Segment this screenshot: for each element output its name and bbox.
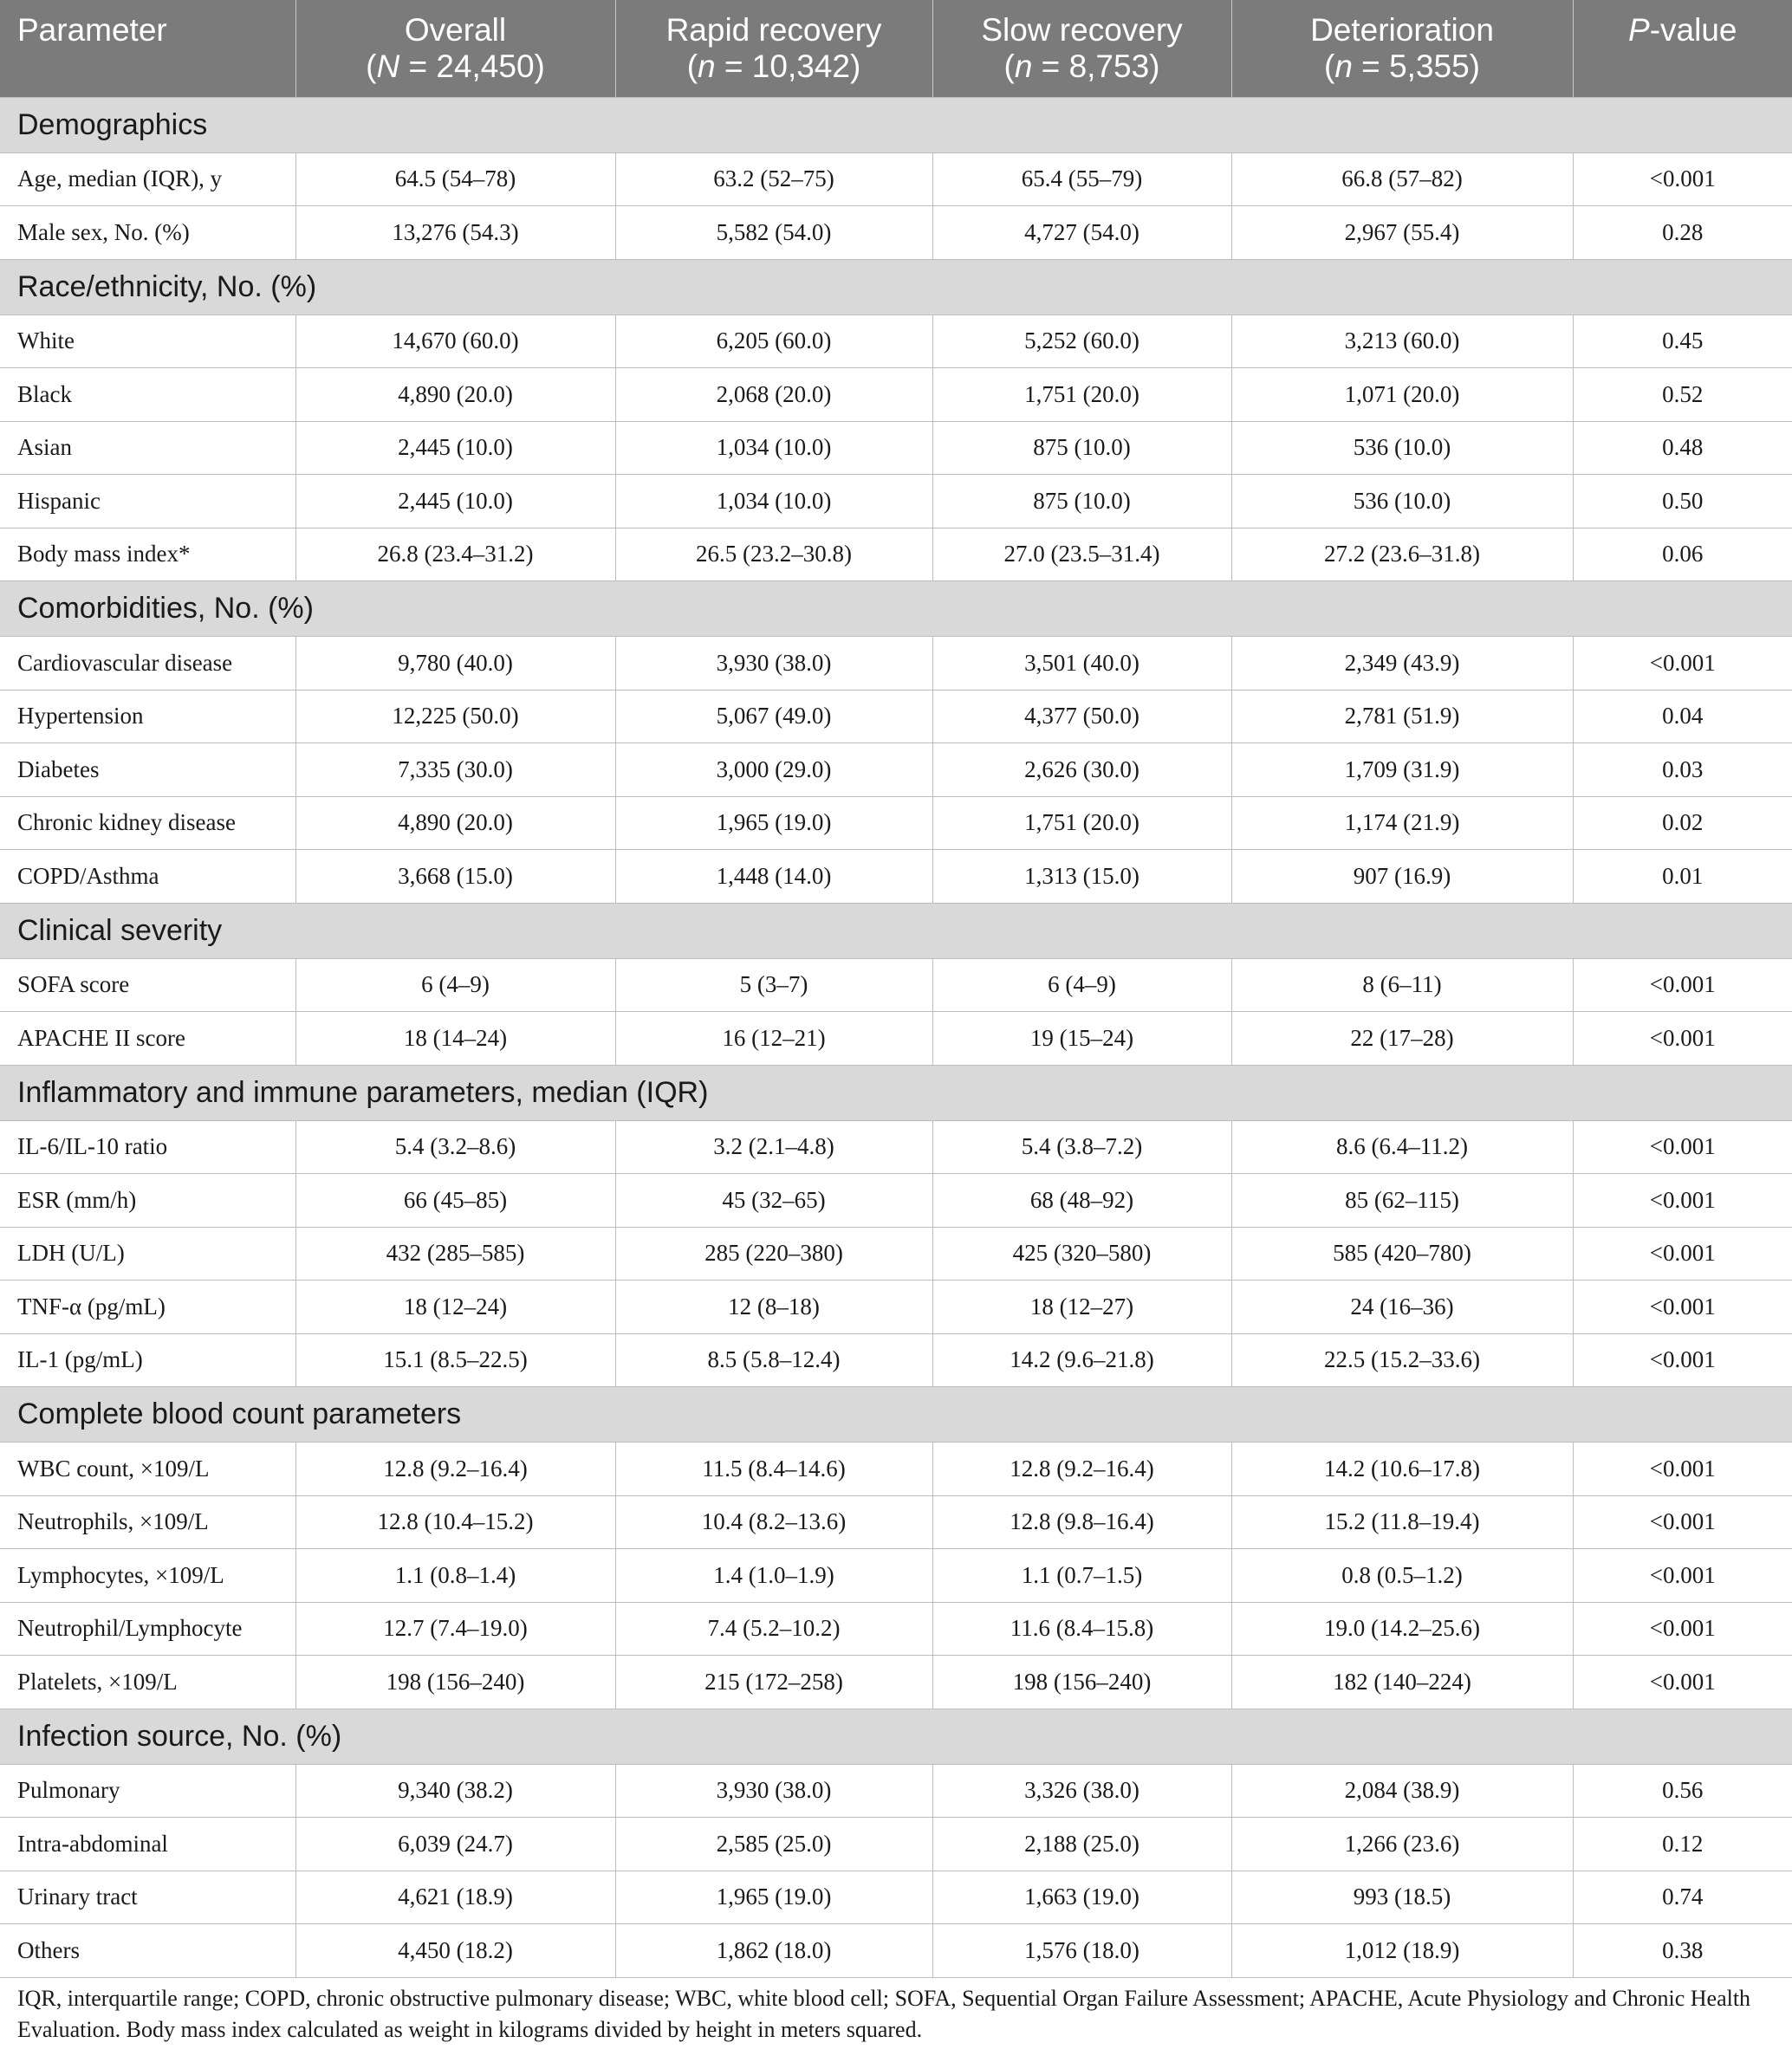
- cell-rapid-recovery: 6,205 (60.0): [615, 314, 932, 368]
- cell-rapid-recovery: 2,068 (20.0): [615, 368, 932, 422]
- cell-slow-recovery: 5.4 (3.8–7.2): [932, 1120, 1231, 1174]
- cell-rapid-recovery: 1,448 (14.0): [615, 850, 932, 904]
- cell-slow-recovery: 875 (10.0): [932, 421, 1231, 475]
- cell-rapid-recovery: 2,585 (25.0): [615, 1818, 932, 1871]
- section-header-row: [0, 259, 1792, 314]
- cell-overall: 4,450 (18.2): [295, 1924, 615, 1978]
- header-label: Deterioration: [1310, 11, 1494, 48]
- cell-overall: 2,445 (10.0): [295, 421, 615, 475]
- cell-p-value: <0.001: [1573, 958, 1792, 1012]
- cell-overall: 4,890 (20.0): [295, 796, 615, 850]
- cell-deterioration: 2,084 (38.9): [1231, 1764, 1573, 1818]
- cell-deterioration: 22.5 (15.2–33.6): [1231, 1333, 1573, 1387]
- cell-parameter: APACHE II score: [0, 1012, 295, 1066]
- cell-slow-recovery: 1,663 (19.0): [932, 1871, 1231, 1924]
- cell-overall: 3,668 (15.0): [295, 850, 615, 904]
- cell-overall: 12.7 (7.4–19.0): [295, 1602, 615, 1656]
- cell-deterioration: 1,012 (18.9): [1231, 1924, 1573, 1978]
- cell-p-value: 0.04: [1573, 690, 1792, 743]
- cell-parameter: Chronic kidney disease: [0, 796, 295, 850]
- cell-overall: 7,335 (30.0): [295, 743, 615, 797]
- cell-deterioration: 907 (16.9): [1231, 850, 1573, 904]
- cell-rapid-recovery: 3,930 (38.0): [615, 637, 932, 691]
- cell-overall: 1.1 (0.8–1.4): [295, 1549, 615, 1603]
- cell-parameter: Male sex, No. (%): [0, 206, 295, 260]
- cell-overall: 64.5 (54–78): [295, 152, 615, 206]
- cell-rapid-recovery: 12 (8–18): [615, 1281, 932, 1334]
- cell-p-value: <0.001: [1573, 1227, 1792, 1281]
- cell-slow-recovery: 11.6 (8.4–15.8): [932, 1602, 1231, 1656]
- cell-p-value: <0.001: [1573, 152, 1792, 206]
- cell-overall: 4,621 (18.9): [295, 1871, 615, 1924]
- table-row: [0, 850, 1792, 904]
- table-row: [0, 206, 1792, 260]
- cell-parameter: Pulmonary: [0, 1764, 295, 1818]
- table-row: [0, 743, 1792, 797]
- table-row: [0, 1227, 1792, 1281]
- header-label: P-value: [1628, 12, 1737, 48]
- cell-deterioration: 24 (16–36): [1231, 1281, 1573, 1334]
- cell-slow-recovery: 4,377 (50.0): [932, 690, 1231, 743]
- cell-overall: 18 (12–24): [295, 1281, 615, 1334]
- table-row: [0, 1120, 1792, 1174]
- cell-p-value: <0.001: [1573, 1174, 1792, 1228]
- cell-slow-recovery: 68 (48–92): [932, 1174, 1231, 1228]
- cell-parameter: Urinary tract: [0, 1871, 295, 1924]
- table-row: [0, 1012, 1792, 1066]
- section-header-row: [0, 1065, 1792, 1120]
- section-title: Inflammatory and immune parameters, median (IQR): [0, 1065, 1792, 1120]
- section-title: Comorbidities, No. (%): [0, 581, 1792, 637]
- cell-p-value: 0.52: [1573, 368, 1792, 422]
- cell-p-value: <0.001: [1573, 1602, 1792, 1656]
- cell-rapid-recovery: 5 (3–7): [615, 958, 932, 1012]
- cell-overall: 12.8 (10.4–15.2): [295, 1495, 615, 1549]
- table-row: [0, 637, 1792, 691]
- table-row: [0, 1174, 1792, 1228]
- cell-slow-recovery: 1,751 (20.0): [932, 368, 1231, 422]
- cell-rapid-recovery: 5,067 (49.0): [615, 690, 932, 743]
- cell-slow-recovery: 1,576 (18.0): [932, 1924, 1231, 1978]
- cell-p-value: <0.001: [1573, 1120, 1792, 1174]
- cell-deterioration: 22 (17–28): [1231, 1012, 1573, 1066]
- cell-deterioration: 2,967 (55.4): [1231, 206, 1573, 260]
- cell-parameter: Hispanic: [0, 475, 295, 528]
- cell-p-value: 0.45: [1573, 314, 1792, 368]
- cell-deterioration: 0.8 (0.5–1.2): [1231, 1549, 1573, 1603]
- cell-parameter: Others: [0, 1924, 295, 1978]
- cell-deterioration: 8 (6–11): [1231, 958, 1573, 1012]
- cell-parameter: Lymphocytes, ×109/L: [0, 1549, 295, 1603]
- cell-rapid-recovery: 26.5 (23.2–30.8): [615, 528, 932, 581]
- section-title: Complete blood count parameters: [0, 1387, 1792, 1443]
- cell-slow-recovery: 425 (320–580): [932, 1227, 1231, 1281]
- cell-rapid-recovery: 215 (172–258): [615, 1656, 932, 1709]
- cell-slow-recovery: 18 (12–27): [932, 1281, 1231, 1334]
- cell-slow-recovery: 19 (15–24): [932, 1012, 1231, 1066]
- cell-overall: 9,780 (40.0): [295, 637, 615, 691]
- header-label: Slow recovery: [981, 11, 1183, 48]
- cell-p-value: 0.03: [1573, 743, 1792, 797]
- cell-parameter: TNF-α (pg/mL): [0, 1281, 295, 1334]
- table-row: [0, 1443, 1792, 1496]
- cell-rapid-recovery: 10.4 (8.2–13.6): [615, 1495, 932, 1549]
- cell-p-value: 0.28: [1573, 206, 1792, 260]
- cell-deterioration: 1,071 (20.0): [1231, 368, 1573, 422]
- cell-rapid-recovery: 285 (220–380): [615, 1227, 932, 1281]
- cell-overall: 15.1 (8.5–22.5): [295, 1333, 615, 1387]
- table-row: [0, 1871, 1792, 1924]
- cell-deterioration: 2,781 (51.9): [1231, 690, 1573, 743]
- cell-overall: 12,225 (50.0): [295, 690, 615, 743]
- cell-p-value: 0.74: [1573, 1871, 1792, 1924]
- section-title: Infection source, No. (%): [0, 1709, 1792, 1764]
- cell-overall: 66 (45–85): [295, 1174, 615, 1228]
- table-row: [0, 314, 1792, 368]
- cell-p-value: <0.001: [1573, 1333, 1792, 1387]
- cell-overall: 6 (4–9): [295, 958, 615, 1012]
- cell-overall: 432 (285–585): [295, 1227, 615, 1281]
- cell-slow-recovery: 2,188 (25.0): [932, 1818, 1231, 1871]
- cell-p-value: 0.38: [1573, 1924, 1792, 1978]
- table-footnote: IQR, interquartile range; COPD, chronic obstructive pulmonary disease; WBC, white blood cell; SOFA, Sequential Organ Failure Assessment; APACHE, Acute Physiology and Chronic Health Evaluation. Body mass index calculated as weight in kilograms divided by height in meters squared.: [17, 1985, 1751, 2042]
- table-row: [0, 1924, 1792, 1978]
- cell-p-value: 0.06: [1573, 528, 1792, 581]
- table-row: [0, 152, 1792, 206]
- section-header-row: [0, 1387, 1792, 1443]
- cell-overall: 26.8 (23.4–31.2): [295, 528, 615, 581]
- table-row: [0, 1656, 1792, 1709]
- cell-deterioration: 66.8 (57–82): [1231, 152, 1573, 206]
- cell-deterioration: 27.2 (23.6–31.8): [1231, 528, 1573, 581]
- table-row: [0, 1602, 1792, 1656]
- cell-rapid-recovery: 11.5 (8.4–14.6): [615, 1443, 932, 1496]
- table-row: [0, 475, 1792, 528]
- table-row: [0, 1818, 1792, 1871]
- cell-p-value: 0.56: [1573, 1764, 1792, 1818]
- cell-overall: 198 (156–240): [295, 1656, 615, 1709]
- cell-rapid-recovery: 1,965 (19.0): [615, 1871, 932, 1924]
- table-row: [0, 796, 1792, 850]
- header-parameter: [0, 0, 295, 97]
- cell-parameter: Platelets, ×109/L: [0, 1656, 295, 1709]
- table-row: [0, 1333, 1792, 1387]
- cell-slow-recovery: 2,626 (30.0): [932, 743, 1231, 797]
- section-title: Clinical severity: [0, 903, 1792, 958]
- cell-deterioration: 2,349 (43.9): [1231, 637, 1573, 691]
- cell-rapid-recovery: 3.2 (2.1–4.8): [615, 1120, 932, 1174]
- cell-overall: 6,039 (24.7): [295, 1818, 615, 1871]
- cell-rapid-recovery: 45 (32–65): [615, 1174, 932, 1228]
- cell-overall: 18 (14–24): [295, 1012, 615, 1066]
- cell-parameter: Hypertension: [0, 690, 295, 743]
- cell-rapid-recovery: 3,000 (29.0): [615, 743, 932, 797]
- section-header-row: [0, 581, 1792, 637]
- cell-p-value: 0.01: [1573, 850, 1792, 904]
- header-label: Overall: [404, 11, 507, 48]
- cell-rapid-recovery: 5,582 (54.0): [615, 206, 932, 260]
- cell-rapid-recovery: 3,930 (38.0): [615, 1764, 932, 1818]
- cell-slow-recovery: 875 (10.0): [932, 475, 1231, 528]
- table-row: [0, 368, 1792, 422]
- header-label: Rapid recovery: [666, 11, 882, 48]
- cell-rapid-recovery: 1,862 (18.0): [615, 1924, 932, 1978]
- table-body: [0, 97, 1792, 1977]
- cell-parameter: IL-6/IL-10 ratio: [0, 1120, 295, 1174]
- section-title: Race/ethnicity, No. (%): [0, 259, 1792, 314]
- cell-deterioration: 536 (10.0): [1231, 421, 1573, 475]
- cell-p-value: 0.48: [1573, 421, 1792, 475]
- table-row: [0, 1764, 1792, 1818]
- cell-overall: 12.8 (9.2–16.4): [295, 1443, 615, 1496]
- cell-p-value: 0.02: [1573, 796, 1792, 850]
- cell-slow-recovery: 1.1 (0.7–1.5): [932, 1549, 1231, 1603]
- cell-deterioration: 1,266 (23.6): [1231, 1818, 1573, 1871]
- table-row: [0, 1281, 1792, 1334]
- cell-overall: 2,445 (10.0): [295, 475, 615, 528]
- cell-p-value: <0.001: [1573, 1012, 1792, 1066]
- cell-parameter: White: [0, 314, 295, 368]
- cell-deterioration: 1,174 (21.9): [1231, 796, 1573, 850]
- cell-rapid-recovery: 7.4 (5.2–10.2): [615, 1602, 932, 1656]
- cell-rapid-recovery: 8.5 (5.8–12.4): [615, 1333, 932, 1387]
- cell-deterioration: 993 (18.5): [1231, 1871, 1573, 1924]
- cell-rapid-recovery: 1,965 (19.0): [615, 796, 932, 850]
- cell-p-value: <0.001: [1573, 1549, 1792, 1603]
- cell-slow-recovery: 5,252 (60.0): [932, 314, 1231, 368]
- cell-overall: 4,890 (20.0): [295, 368, 615, 422]
- cell-deterioration: 8.6 (6.4–11.2): [1231, 1120, 1573, 1174]
- header-rapid-recovery: [615, 0, 932, 97]
- cell-parameter: Intra-abdominal: [0, 1818, 295, 1871]
- table-row: [0, 421, 1792, 475]
- table-row: [0, 690, 1792, 743]
- cell-slow-recovery: 1,751 (20.0): [932, 796, 1231, 850]
- cell-rapid-recovery: 1.4 (1.0–1.9): [615, 1549, 932, 1603]
- header-count: (n = 10,342): [686, 48, 861, 84]
- header-count: (N = 24,450): [366, 48, 545, 84]
- cell-slow-recovery: 27.0 (23.5–31.4): [932, 528, 1231, 581]
- cell-deterioration: 1,709 (31.9): [1231, 743, 1573, 797]
- cell-slow-recovery: 1,313 (15.0): [932, 850, 1231, 904]
- cell-parameter: LDH (U/L): [0, 1227, 295, 1281]
- cell-overall: 14,670 (60.0): [295, 314, 615, 368]
- cell-parameter: SOFA score: [0, 958, 295, 1012]
- cell-overall: 9,340 (38.2): [295, 1764, 615, 1818]
- cell-deterioration: 182 (140–224): [1231, 1656, 1573, 1709]
- cell-overall: 5.4 (3.2–8.6): [295, 1120, 615, 1174]
- cell-parameter: IL-1 (pg/mL): [0, 1333, 295, 1387]
- cell-deterioration: 15.2 (11.8–19.4): [1231, 1495, 1573, 1549]
- table-row: [0, 958, 1792, 1012]
- section-header-row: [0, 1709, 1792, 1764]
- cell-rapid-recovery: 1,034 (10.0): [615, 475, 932, 528]
- section-title: Demographics: [0, 97, 1792, 152]
- cell-p-value: <0.001: [1573, 637, 1792, 691]
- cell-parameter: Neutrophil/Lymphocyte: [0, 1602, 295, 1656]
- table-row: [0, 528, 1792, 581]
- cell-parameter: Age, median (IQR), y: [0, 152, 295, 206]
- cell-p-value: <0.001: [1573, 1281, 1792, 1334]
- header-overall: [295, 0, 615, 97]
- cell-deterioration: 85 (62–115): [1231, 1174, 1573, 1228]
- cell-rapid-recovery: 1,034 (10.0): [615, 421, 932, 475]
- cell-slow-recovery: 3,501 (40.0): [932, 637, 1231, 691]
- cell-slow-recovery: 198 (156–240): [932, 1656, 1231, 1709]
- cell-parameter: Body mass index*: [0, 528, 295, 581]
- cell-slow-recovery: 12.8 (9.8–16.4): [932, 1495, 1231, 1549]
- cell-deterioration: 14.2 (10.6–17.8): [1231, 1443, 1573, 1496]
- cell-parameter: Neutrophils, ×109/L: [0, 1495, 295, 1549]
- cell-deterioration: 585 (420–780): [1231, 1227, 1573, 1281]
- header-p-value: [1573, 0, 1792, 97]
- cell-slow-recovery: 4,727 (54.0): [932, 206, 1231, 260]
- cell-p-value: 0.12: [1573, 1818, 1792, 1871]
- cell-parameter: WBC count, ×109/L: [0, 1443, 295, 1496]
- section-header-row: [0, 903, 1792, 958]
- cell-parameter: ESR (mm/h): [0, 1174, 295, 1228]
- cell-p-value: 0.50: [1573, 475, 1792, 528]
- cell-deterioration: 536 (10.0): [1231, 475, 1573, 528]
- header-count: (n = 5,355): [1324, 48, 1480, 84]
- cell-parameter: Cardiovascular disease: [0, 637, 295, 691]
- cell-slow-recovery: 12.8 (9.2–16.4): [932, 1443, 1231, 1496]
- cell-overall: 13,276 (54.3): [295, 206, 615, 260]
- table-row: [0, 1495, 1792, 1549]
- cell-slow-recovery: 65.4 (55–79): [932, 152, 1231, 206]
- header-deterioration: [1231, 0, 1573, 97]
- cell-deterioration: 19.0 (14.2–25.6): [1231, 1602, 1573, 1656]
- section-header-row: [0, 97, 1792, 152]
- cell-deterioration: 3,213 (60.0): [1231, 314, 1573, 368]
- cell-rapid-recovery: 16 (12–21): [615, 1012, 932, 1066]
- cell-rapid-recovery: 63.2 (52–75): [615, 152, 932, 206]
- cell-parameter: COPD/Asthma: [0, 850, 295, 904]
- table-header-row: [0, 0, 1792, 97]
- cell-slow-recovery: 6 (4–9): [932, 958, 1231, 1012]
- cell-p-value: <0.001: [1573, 1495, 1792, 1549]
- cell-slow-recovery: 3,326 (38.0): [932, 1764, 1231, 1818]
- header-label: Parameter: [17, 12, 167, 48]
- cell-parameter: Diabetes: [0, 743, 295, 797]
- cell-slow-recovery: 14.2 (9.6–21.8): [932, 1333, 1231, 1387]
- cell-parameter: Black: [0, 368, 295, 422]
- header-slow-recovery: [932, 0, 1231, 97]
- cell-p-value: <0.001: [1573, 1656, 1792, 1709]
- table-row: [0, 1549, 1792, 1603]
- cell-p-value: <0.001: [1573, 1443, 1792, 1496]
- cell-parameter: Asian: [0, 421, 295, 475]
- header-count: (n = 8,753): [1003, 48, 1160, 84]
